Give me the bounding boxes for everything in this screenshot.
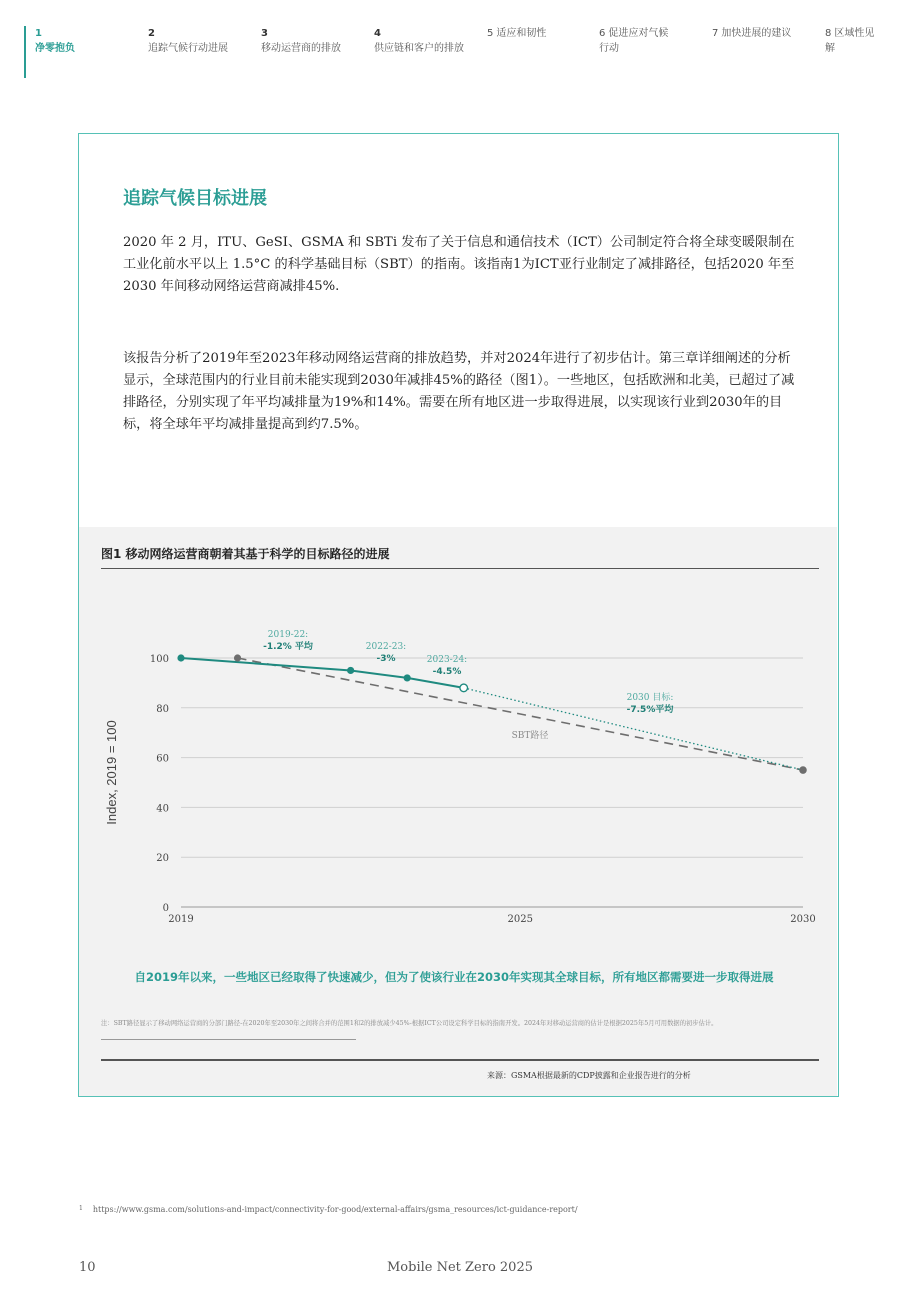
footer-title: Mobile Net Zero 2025	[386, 1260, 533, 1275]
nav-item-number: 2	[148, 28, 155, 39]
y-tick-label: 20	[156, 853, 169, 865]
y-tick-label: 80	[156, 703, 169, 715]
x-tick-label: 2025	[507, 914, 533, 925]
nav-item-label: 移动运营商的排放	[261, 43, 341, 54]
nav-item-label: 供应链和客户的排放	[374, 43, 464, 54]
nav-item-2[interactable]	[148, 26, 248, 56]
note-divider	[101, 1039, 356, 1040]
figure-panel	[79, 527, 837, 1096]
annotation-label: 2023-24:	[426, 655, 468, 665]
nav-item-number: 6	[599, 28, 606, 39]
progress-chart	[79, 527, 837, 967]
nav-item-number: 7	[712, 28, 719, 39]
nav-item-label: 区域性见解	[825, 28, 875, 54]
nav-item-label: 净零抱负	[35, 43, 75, 54]
x-tick-label: 2019	[168, 914, 194, 925]
nav-item-number: 5	[487, 28, 494, 39]
annotation-label: SBT路径	[511, 731, 549, 741]
figure-caption: 自2019年以来，一些地区已经取得了快速减少，但为了使该行业在2030年实现其全球目标，所有地区都需要进一步取得进展	[134, 970, 774, 984]
footnote-number: 1	[79, 1205, 83, 1212]
estimate-point	[460, 684, 468, 692]
nav-item-label: 加快进展的建议	[721, 28, 792, 39]
nav-item-label: 适应和韧性	[496, 28, 547, 39]
annotation-value: -4.5%	[432, 667, 462, 677]
y-tick-label: 40	[156, 803, 169, 815]
data-point	[177, 654, 184, 661]
content-box	[78, 133, 839, 1097]
y-axis-label: Index, 2019 = 100	[104, 720, 119, 825]
data-point	[347, 667, 354, 674]
nav-item-number: 4	[374, 28, 381, 39]
sbt-start-point	[234, 654, 241, 661]
nav-item-4[interactable]	[374, 26, 464, 56]
annotation-value: -3%	[376, 654, 396, 664]
nav-item-7[interactable]	[712, 26, 807, 41]
figure-source: 来源：GSMA根据最新的CDP披露和企业报告进行的分析	[487, 1071, 691, 1080]
data-point	[404, 674, 411, 681]
series-line-estimate-2024	[407, 678, 464, 688]
nav-item-number: 3	[261, 28, 268, 39]
nav-item-3[interactable]	[261, 26, 356, 56]
nav-item-number: 1	[35, 28, 42, 39]
annotation-value: -7.5%平均	[626, 705, 674, 715]
nav-item-5[interactable]	[487, 26, 582, 41]
section-title: 追踪气候目标进展	[123, 188, 267, 209]
source-rule	[101, 1059, 819, 1061]
page-number: 10	[79, 1260, 96, 1275]
y-tick-label: 0	[162, 903, 169, 914]
nav-item-number: 8	[825, 28, 832, 39]
footnote-link[interactable]: https://www.gsma.com/solutions-and-impact/connectivity-for-good/external-affairs/gsma_resources/ict-guidance-report/	[92, 1205, 578, 1214]
body-paragraph-2: 该报告分析了2019年至2023年移动网络运营商的排放趋势，并对2024年进行了初步估计。第三章详细阐述的分析显示，全球范围内的行业目前未能实现到2030年减排45%的路径（图1）。一些地区，包括欧洲和北美，已超过了减排路径，分别实现了年平均减排量为19%和14%。需要在所有地区进一步取得进展，以实现该行业到2030年的目标，将全球年平均减排量提高到约7.5%。	[123, 351, 795, 432]
y-tick-label: 60	[156, 753, 169, 765]
nav-active-bar	[24, 26, 26, 78]
nav-item-6[interactable]	[599, 26, 671, 56]
figure-title: 图1 移动网络运营商朝着其基于科学的目标路径的进展	[101, 547, 390, 561]
sbt-end-point	[799, 766, 807, 774]
series-line-sbt	[238, 658, 803, 770]
annotation-value: -1.2% 平均	[263, 642, 313, 652]
section-nav	[0, 0, 920, 90]
series-line-actual	[181, 658, 407, 678]
nav-item-label: 追踪气候行动进展	[148, 43, 228, 54]
annotation-label: 2030 目标:	[626, 693, 674, 703]
figure-note: 注：SBT路径显示了移动网络运营商的分部门路径-在2020年至2030年之间将合并的范围1和2的排放减少45%-根据ICT公司设定科学目标的指南开发。2024年对移动运营商的估计是根据2025年5月可用数据的初步估计。	[101, 1020, 718, 1027]
annotation-label: 2022-23:	[365, 642, 407, 652]
nav-item-8[interactable]	[825, 26, 877, 56]
body-paragraph-1: 2020 年 2 月，ITU、GeSI、GSMA 和 SBTi 发布了关于信息和通信技术（ICT）公司制定符合将全球变暖限制在工业化前水平以上 1.5°C 的科学基础目标（SBT）的指南。该指南1为ICT亚行业制定了减排路径，包括2020 年至2030 年间移动网络运营商减排45%.	[123, 235, 795, 294]
annotation-label: 2019-22:	[267, 630, 309, 640]
nav-item-label: 促进应对气候行动	[599, 28, 669, 54]
x-tick-label: 2030	[790, 914, 816, 925]
footnote	[79, 1205, 578, 1214]
y-tick-label: 100	[149, 654, 169, 665]
nav-item-1[interactable]	[35, 26, 130, 56]
